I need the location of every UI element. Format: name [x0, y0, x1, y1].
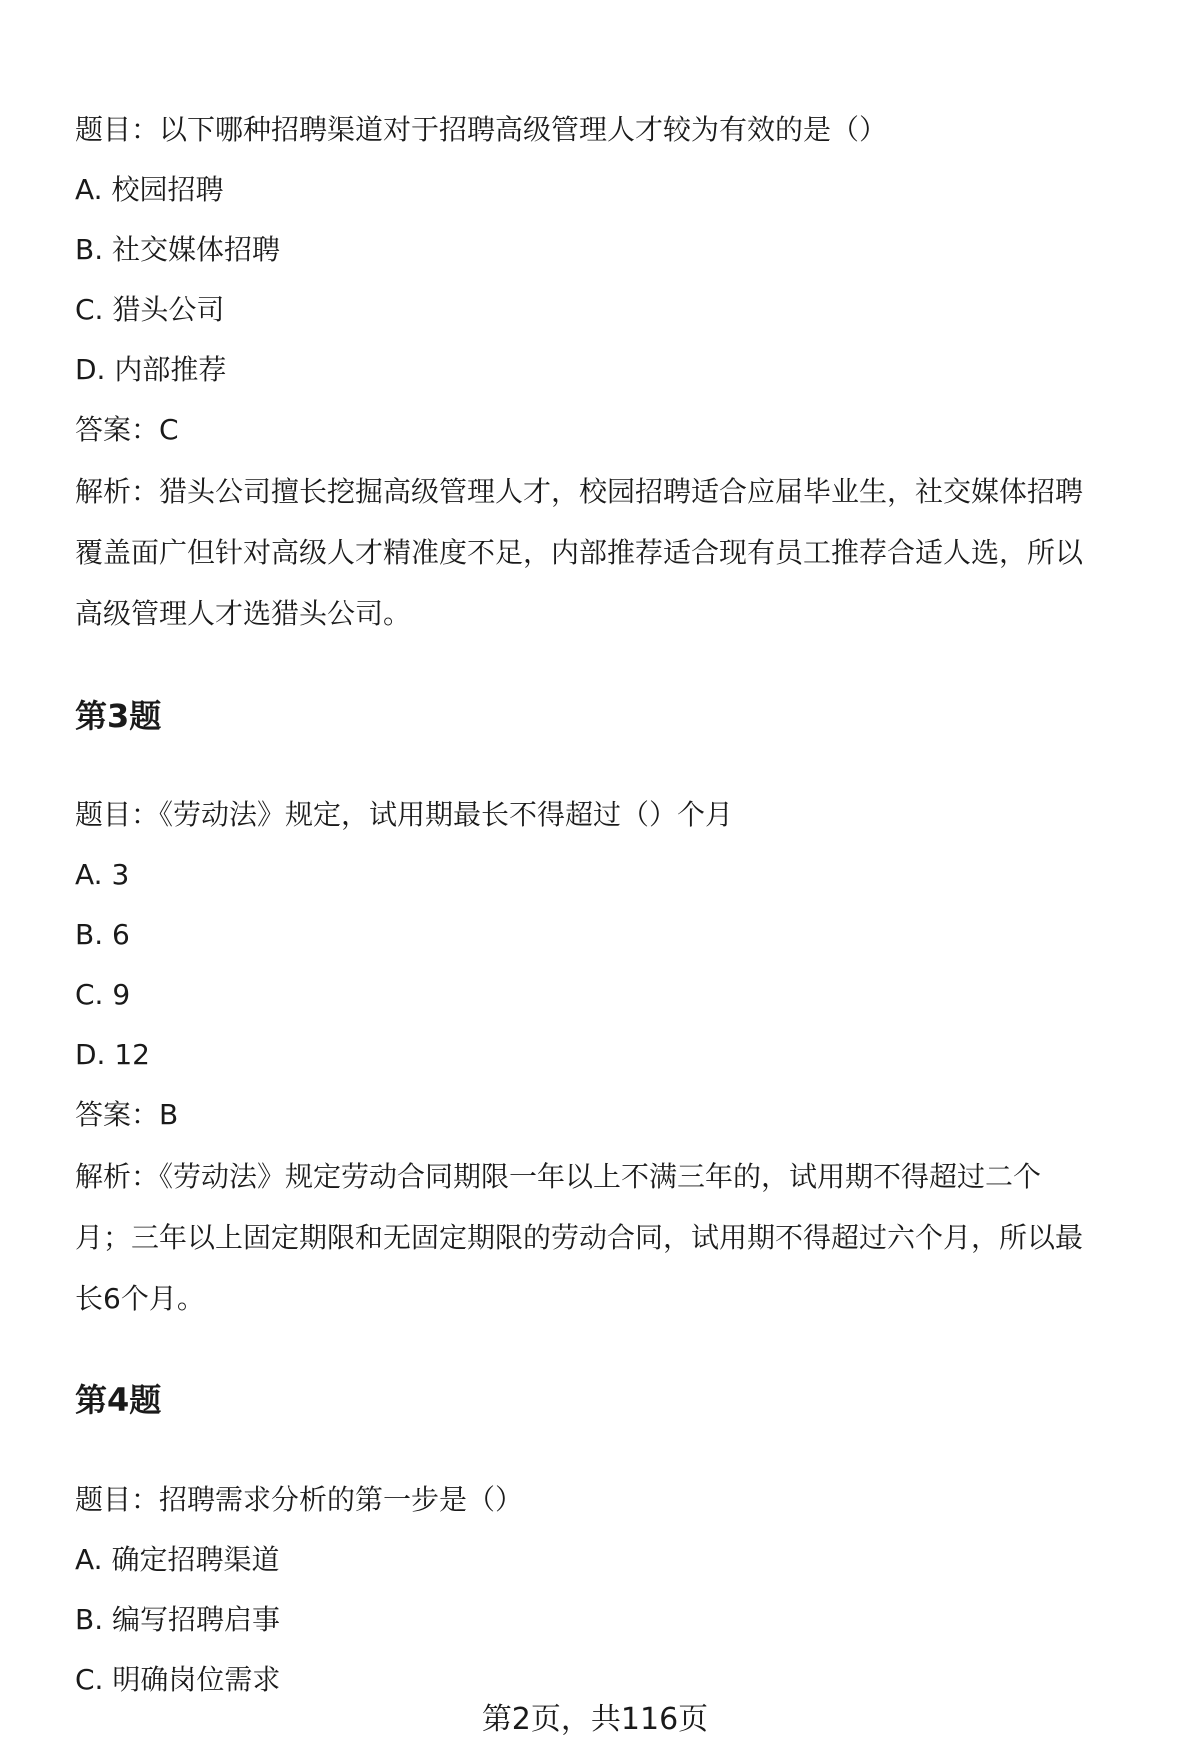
question-text: 题目：以下哪种招聘渠道对于招聘高级管理人才较为有效的是（）	[75, 113, 888, 146]
answer-text: 答案：B	[75, 1098, 179, 1131]
option-b: B. 社交媒体招聘	[75, 233, 281, 266]
analysis-line: 月；三年以上固定期限和无固定期限的劳动合同，试用期不得超过六个月，所以最	[75, 1221, 1084, 1254]
option-c: C. 9	[75, 978, 131, 1011]
question-heading: 第4题	[75, 1381, 162, 1419]
analysis-line: 覆盖面广但针对高级人才精准度不足，内部推荐适合现有员工推荐合适人选，所以	[75, 536, 1084, 569]
analysis-line: 长6个月。	[75, 1282, 205, 1315]
option-a: A. 3	[75, 858, 130, 891]
option-b: B. 6	[75, 918, 130, 951]
answer-text: 答案：C	[75, 413, 179, 446]
analysis-line: 高级管理人才选猎头公司。	[75, 597, 412, 630]
question-text: 题目：《劳动法》规定，试用期最长不得超过（）个月	[75, 798, 734, 831]
analysis-line: 解析：《劳动法》规定劳动合同期限一年以上不满三年的，试用期不得超过二个	[75, 1160, 1042, 1193]
option-d: D. 12	[75, 1038, 150, 1071]
option-c: C. 猎头公司	[75, 293, 225, 326]
option-b: B. 编写招聘启事	[75, 1603, 281, 1636]
option-c: C. 明确岗位需求	[75, 1663, 281, 1696]
page-number: 第2页，共116页	[481, 1702, 709, 1737]
analysis-line: 解析：猎头公司擅长挖掘高级管理人才，校园招聘适合应届毕业生，社交媒体招聘	[75, 475, 1084, 508]
option-a: A. 确定招聘渠道	[75, 1543, 280, 1576]
question-heading: 第3题	[75, 697, 162, 735]
option-d: D. 内部推荐	[75, 353, 227, 386]
option-a: A. 校园招聘	[75, 173, 224, 206]
question-text: 题目：招聘需求分析的第一步是（）	[75, 1483, 524, 1516]
